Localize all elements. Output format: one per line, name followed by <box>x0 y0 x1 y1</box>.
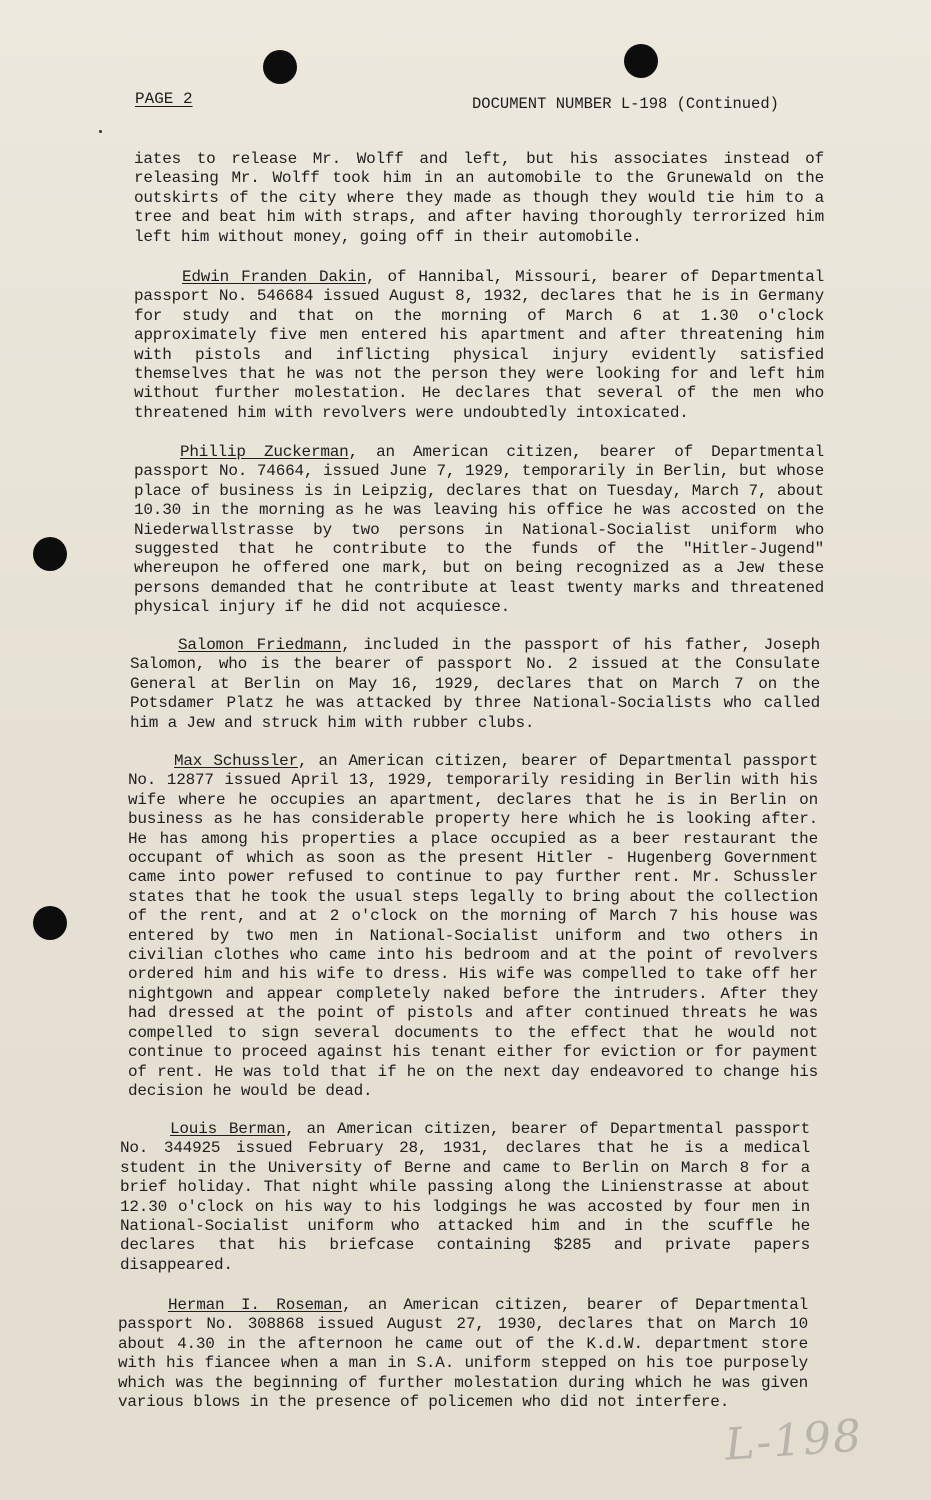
punch-hole <box>263 50 297 84</box>
person-name: Herman I. Roseman <box>168 1296 343 1314</box>
document-number: DOCUMENT NUMBER L-198 (Continued) <box>472 95 779 113</box>
paragraph-text: , of Hannibal, Missouri, bearer of Departmental passport No. 546684 issued August 8, 1932, declares that he is in Germany for study and that on the morning of March 6 at 1.30 o'clock approximately five men entered his apartment and after threatening him with pistols and inflicting physical injury evidently satisfied themselves that he was not the person they were looking for and left him without further molestation. He declares that several of the men who threatened him with revolvers were undoubtedly intoxicated. <box>134 268 825 422</box>
person-name: Phillip Zuckerman <box>180 443 349 461</box>
person-name: Salomon Friedmann <box>178 636 342 654</box>
paragraph-schussler <box>128 752 818 1101</box>
person-name: Edwin Franden Dakin <box>182 268 367 286</box>
ink-dot <box>99 130 102 133</box>
paragraph-wolff-continued <box>134 150 824 247</box>
punch-hole <box>33 537 67 571</box>
punch-hole <box>624 44 658 78</box>
punch-hole <box>33 906 67 940</box>
paragraph-dakin <box>134 268 824 423</box>
paragraph-text: , an American citizen, bearer of Departmental passport No. 344925 issued February 28, 1931, declares that he is a medical student in the University of Berne and came to Berlin on March 8 for a brief holiday. That night while passing along the Linienstrasse at about 12.30 o'clock on his way to his lodgings he was accosted by four men in National-Socialist uniform who attacked him and in the scuffle he declares that his briefcase containing $285 and private papers disappeared. <box>120 1120 810 1274</box>
paragraph-text: , included in the passport of his father, Joseph Salomon, who is the bearer of passport No. 2 issued at the Consulate General at Berlin on May 16, 1929, declares that on March 7 on the Potsdamer Platz he was attacked by three National-Socialists who called him a Jew and struck him with rubber clubs. <box>130 636 820 732</box>
paragraph-text: , an American citizen, bearer of Departmental passport No. 308868 issued August 27, 1930, declares that on March 10 about 4.30 in the afternoon he came out of the K.d.W. department store with his fiancee when a man in S.A. uniform stepped on his toe purposely which was the beginning of further molestation during which he was given various blows in the presence of policemen who did not interfere. <box>118 1296 809 1412</box>
paragraph-friedmann <box>130 636 820 733</box>
paragraph-text: , an American citizen, bearer of Departmental passport No. 74664, issued June 7, 1929, temporarily in Berlin, but whose place of business is in Leipzig, declares that on Tuesday, March 7, about 10.30 in the morning as he was leaving his office he was accosted on the Niederwallstrasse by two persons in National-Socialist uniform who suggested that he contribute to the funds of the "Hitler-Jugend" whereupon he offered one mark, but on being recognized as a Jew these persons demanded that he contribute at least twenty marks and threatened physical injury if he did not acquiesce. <box>134 443 824 617</box>
paragraph-roseman <box>118 1296 808 1412</box>
paragraph-zuckerman <box>134 443 824 618</box>
paragraph-berman <box>120 1120 810 1275</box>
person-name: Louis Berman <box>170 1120 286 1138</box>
page-number: PAGE 2 <box>135 90 193 108</box>
person-name: Max Schussler <box>174 752 298 770</box>
paragraph-text: iates to release Mr. Wolff and left, but his associates instead of releasing Mr. Wolff took him in an automobile to the Grunewald on the outskirts of the city where they made as though they would tie him to a tree and beat him with straps, and after having thoroughly terrorized him left him without money, going off in their automobile. <box>134 150 824 246</box>
handwritten-annotation: L-198 <box>723 1410 865 1471</box>
paragraph-text: , an American citizen, bearer of Departmental passport No. 12877 issued April 13, 1929, temporarily residing in Berlin with his wife where he occupies an apartment, declares that he is in Berlin on business as he has considerable property here which he is looking after. He has among his properties a place occupied as a beer restaurant the occupant of which as soon as the present Hitler - Hugenberg Government came into power refused to continue to pay further rent. Mr. Schussler states that he took the usual steps legally to bring about the collection of the rent, and at 2 o'clock on the morning of March 7 his house was entered by two men in National-Socialist uniform and two others in civilian clothes who came into his bedroom and at the point of revolvers ordered him and his wife to dress. His wife was compelled to take off her nightgown and appear completely naked before the intruders. After they had dressed at the point of pistols and after continued threats he was compelled to sign several documents to the effect that he would not continue to proceed against his tenant either for eviction or for payment of rent. He was told that if he on the next day endeavored to change his decision he would be dead. <box>128 752 818 1100</box>
